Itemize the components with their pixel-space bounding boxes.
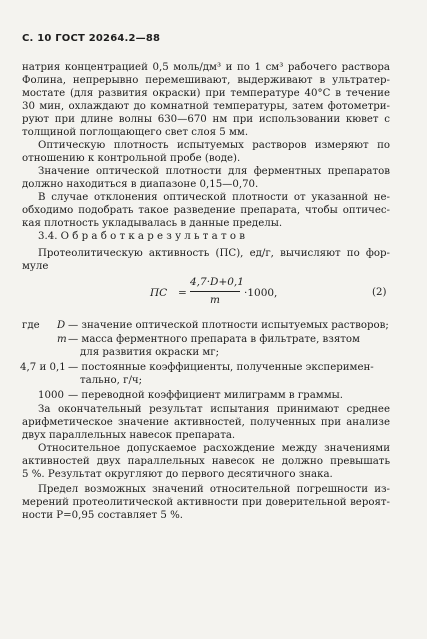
page-header: С. 10 ГОСТ 20264.2—88 <box>22 33 161 44</box>
text-line: кая плотность укладывалась в данные пределы. <box>22 218 283 229</box>
text-line: Протеолитическую активность (ПС), ед/г, вычисляют по фор- <box>38 248 390 259</box>
text-line: должно находиться в диапазоне 0,15—0,70. <box>22 179 259 190</box>
formula-lhs: ПС <box>150 287 168 299</box>
def-text: — масса ферментного препарата в фильтрате, взятом <box>68 334 360 345</box>
text-line: отношению к контрольной пробе (воде). <box>22 153 241 164</box>
text-line: арифметическое значение активностей, полученных при анализе <box>22 417 390 428</box>
section-heading: 3.4. О б р а б о т к а р е з у л ь т а т о в <box>38 231 245 242</box>
def-symbol: 4,7 и 0,1 <box>20 362 66 373</box>
text-line: 30 мин, охлаждают до комнатной температуры, затем фотометри- <box>22 101 390 112</box>
formula-equals: = <box>178 287 187 299</box>
def-text: для развития окраски мг; <box>80 347 220 358</box>
fraction-bar <box>190 291 240 292</box>
def-text: — переводной коэффициент милиграмм в граммы. <box>68 390 343 401</box>
text-line: толщиной поглощающего свет слоя 5 мм. <box>22 127 249 138</box>
text-line: муле <box>22 261 49 272</box>
def-symbol: 1000 <box>38 390 64 401</box>
text-line: Предел возможных значений относительной погрешности из- <box>38 484 390 495</box>
def-text: — постоянные коэффициенты, полученные эксперимен- <box>68 362 374 373</box>
text-line: Относительное допускаемое расхождение между значениями <box>38 443 390 454</box>
text-line: Значение оптической плотности для ферментных препаратов <box>38 166 390 177</box>
text-line: двух параллельных навесок препарата. <box>22 430 236 441</box>
text-line: мостате (для развития окраски) при температуре 40°С в течение <box>22 88 390 99</box>
formula <box>150 276 350 310</box>
formula-numerator: 4,7·D+0,1 <box>190 276 244 288</box>
text-line: натрия концентрацией 0,5 моль/дм³ и по 1 см³ рабочего раствора <box>22 62 390 73</box>
def-symbol: m <box>57 334 67 345</box>
text-line: 5 %. Результат округляют до первого десятичного знака. <box>22 469 333 480</box>
text-line: ности P=0,95 составляет 5 %. <box>22 510 184 521</box>
text-line: обходимо подобрать такое разведение препарата, чтобы оптичес- <box>22 205 390 216</box>
formula-denominator: m <box>210 294 220 306</box>
text-line: Оптическую плотность испытуемых растворов измеряют по <box>38 140 390 151</box>
text-line: активностей двух параллельных навесок не должно превышать <box>22 456 390 467</box>
where-label: где <box>22 320 40 331</box>
text-line: Фолина, непрерывно перемешивают, выдерживают в ультратер- <box>22 75 390 86</box>
def-text: — значение оптической плотности испытуемых растворов; <box>68 320 389 331</box>
def-symbol: D <box>57 320 66 331</box>
text-line: За окончательный результат испытания принимают среднее <box>38 404 390 415</box>
text-line: руют при длине волны 630—670 нм при использовании кювет с <box>22 114 390 125</box>
formula-tail: ·1000, <box>244 287 278 299</box>
def-text: тально, г/ч; <box>80 375 143 386</box>
text-line: мерений протеолитической активности при доверительной вероят- <box>22 497 390 508</box>
equation-number: (2) <box>372 287 387 298</box>
text-line: В случае отклонения оптической плотности от указанной не- <box>38 192 390 203</box>
